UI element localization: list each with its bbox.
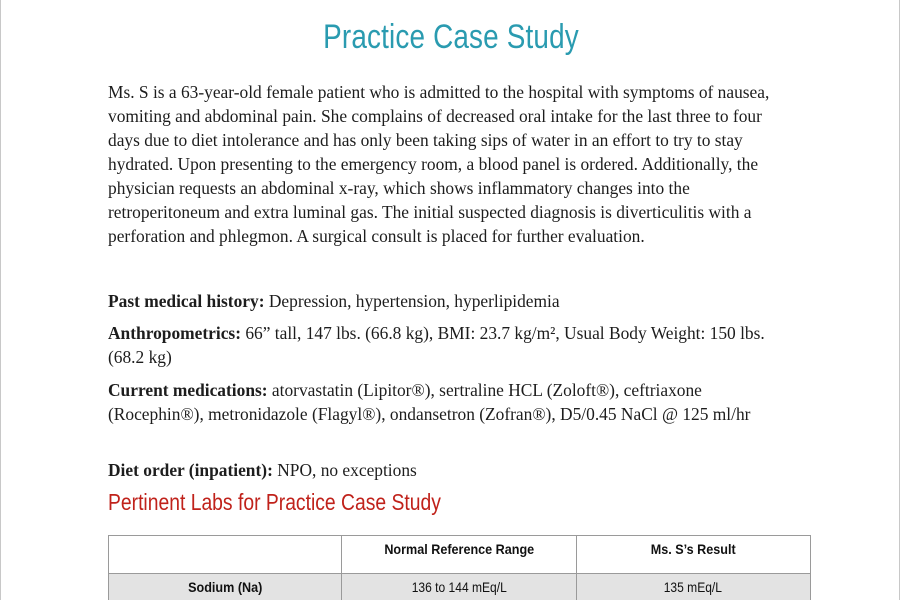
anthropometrics-value: 66” tall, 147 lbs. (66.8 kg), BMI: 23.7 kg/m², Usual Body Weight: 150 lbs. (68.2 kg) (108, 323, 765, 367)
current-medications (108, 378, 798, 426)
lab-result: 135 mEq/L (576, 574, 810, 600)
anthropometrics-label: Anthropometrics: (108, 323, 241, 343)
labs-heading: Pertinent Labs for Practice Case Study (108, 489, 441, 515)
labs-header-test (109, 536, 342, 574)
diet-order-value: NPO, no exceptions (272, 460, 417, 480)
current-medications-label: Current medications: (108, 380, 268, 400)
diet-order (108, 458, 798, 482)
anthropometrics (108, 321, 798, 369)
diet-order-label: Diet order (inpatient): (108, 460, 273, 480)
labs-table (108, 535, 811, 600)
labs-table-header-row (109, 536, 811, 574)
past-medical-history-label: Past medical history: (108, 291, 265, 311)
past-medical-history-value: Depression, hypertension, hyperlipidemia (264, 291, 560, 311)
past-medical-history (108, 289, 798, 313)
current-medications-value: atorvastatin (Lipitor®), sertraline HCL (Zoloft®), ceftriaxone (Rocephin®), metronidazole (Flagyl®), ondansetron (Zofran®), D5/0.45 NaCl @ 125 ml/hr (108, 380, 751, 424)
case-intro-paragraph: Ms. S is a 63-year-old female patient who is admitted to the hospital with symptoms of nausea, vomiting and abdominal pain. She complains of decreased oral intake for the last three to four days due to diet intolerance and has only been taking sips of water in an effort to try to stay hydrated. Upon presenting to the emergency room, a blood panel is ordered. Additionally, the physician requests an abdominal x-ray, which shows inflammatory changes into the retroperitoneum and extra luminal gas. The initial suspected diagnosis is diverticulitis with a perforation and phlegmon. A surgical consult is placed for further evaluation. (108, 82, 770, 246)
labs-header-result: Ms. S’s Result (576, 536, 810, 574)
lab-test-name: Sodium (Na) (109, 574, 342, 600)
labs-header-reference-range: Normal Reference Range (342, 536, 576, 574)
table-row (109, 574, 811, 600)
page-title: Practice Case Study (323, 18, 579, 56)
lab-reference-range: 136 to 144 mEq/L (342, 574, 576, 600)
